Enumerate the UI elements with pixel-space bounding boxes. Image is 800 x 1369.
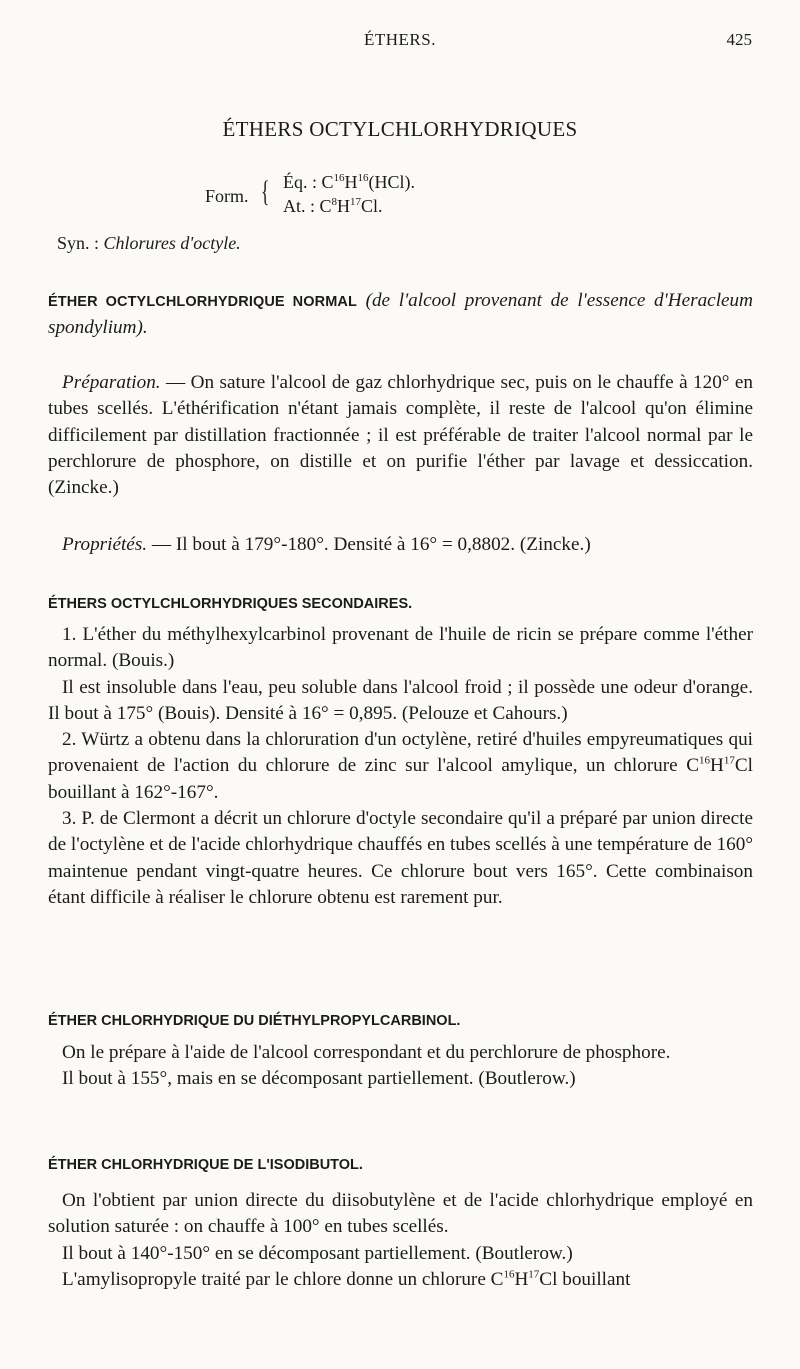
isodibutol-heading: ÉTHER CHLORHYDRIQUE DE L'ISODIBUTOL.	[48, 1157, 363, 1173]
formula-brace: {	[260, 175, 270, 208]
isodibutol-paragraph-1: On l'obtient par union directe du diisobutylène et de l'acide chlorhydrique employé en solution saturée : on chauffe à 100° en tubes scellés.	[48, 1190, 753, 1238]
formula-atomic: At. : $C^8H^{17}Cl$.	[283, 196, 383, 216]
section-title: ÉTHERS OCTYLCHLORHYDRIQUES	[222, 117, 578, 141]
running-head-title: ÉTHERS.	[364, 30, 436, 49]
properties-text: — Il bout à 179°-180°. Densité à 16° = 0,8802. (Zincke.)	[147, 534, 591, 555]
isodibutol-text	[48, 1188, 753, 1293]
preparation-text: — On sature l'alcool de gaz chlorhydrique sec, puis on le chauffe à 120° en tubes scellés. L'éthérification n'étant jamais complète, il reste de l'alcool qu'on élimine difficilement par distillation fractionnée ; il est préférable de traiter l'alcool normal par le perchlorure de phosphore, on distille et on purifie l'éther par lavage et dessiccation. (Zincke.)	[48, 372, 753, 499]
secondary-paragraph-4: 3. P. de Clermont a décrit un chlorure d'octyle secondaire qu'il a préparé par union directe de l'octylène et de l'acide chlorhydrique chauffés en tubes scellés à une température de 160° maintenue pendant vingt-quatre heures. Ce chlorure bout vers 165°. Cette combinaison étant difficile à réaliser le chlorure obtenu est rarement pur.	[48, 808, 753, 908]
diethyl-text	[48, 1040, 753, 1093]
diethyl-heading: ÉTHER CHLORHYDRIQUE DU DIÉTHYLPROPYLCARBINOL.	[48, 1013, 461, 1029]
normal-ether-subtitle: (de l'alcool provenant de l'essence d'Heracleum spondylium).	[48, 290, 753, 339]
properties-paragraph	[48, 532, 753, 558]
preparation-label: Préparation.	[62, 372, 161, 393]
secondary-paragraph-1: 1. L'éther du méthylhexylcarbinol provenant de l'huile de ricin se prépare comme l'éther normal. (Bouis.)	[48, 624, 753, 672]
running-head	[0, 30, 800, 54]
normal-ether-heading-block	[48, 288, 753, 342]
isodibutol-paragraph-2: Il bout à 140°-150° en se décomposant partiellement. (Boutlerow.)	[62, 1242, 573, 1264]
formula-equivalent: Éq. : $C^{16}H^{16}(HCl)$.	[283, 172, 416, 192]
properties-label: Propriétés.	[62, 534, 148, 555]
preparation-paragraph	[48, 370, 753, 501]
synonym-line	[57, 233, 241, 254]
page-number: 425	[726, 30, 752, 49]
diethyl-paragraph-2: Il bout à 155°, mais en se décomposant partiellement. (Boutlerow.)	[62, 1068, 576, 1090]
isodibutol-paragraph-3: L'amylisopropyle traité par le chlore donne un chlorure $C^{16}H^{17}Cl$ bouillant	[62, 1268, 631, 1290]
secondary-ethers-text	[48, 622, 753, 911]
synonym-value: Chlorures d'octyle.	[103, 233, 241, 253]
secondary-paragraph-3: 2. Würtz a obtenu dans la chloruration d'un octylène, retiré d'huiles empyreumatiques qui provenaient de l'action du chlorure de zinc sur l'alcool amylique, un chlorure $C^{16}H^{17}Cl$ bouillant à 162°-167°.	[48, 729, 753, 803]
synonym-label: Syn. :	[57, 233, 104, 253]
secondary-ethers-heading: ÉTHERS OCTYLCHLORHYDRIQUES SECONDAIRES.	[48, 596, 413, 612]
formula-label: Form.	[205, 186, 249, 206]
secondary-paragraph-2: Il est insoluble dans l'eau, peu soluble dans l'alcool froid ; il possède une odeur d'orange. Il bout à 175° (Bouis). Densité à 16° = 0,895. (Pelouze et Cahours.)	[48, 676, 753, 724]
normal-ether-heading: ÉTHER OCTYLCHLORHYDRIQUE NORMAL	[48, 294, 357, 310]
diethyl-paragraph-1: On le prépare à l'aide de l'alcool correspondant et du perchlorure de phosphore.	[62, 1042, 671, 1063]
